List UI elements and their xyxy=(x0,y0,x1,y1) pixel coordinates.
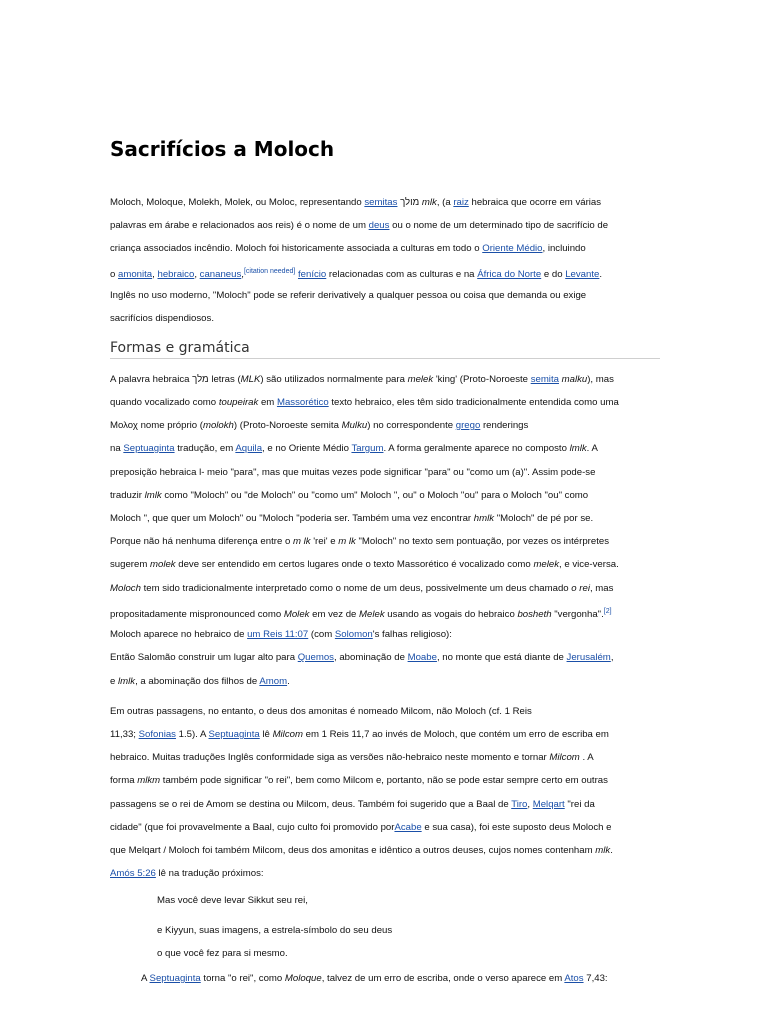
forms-line-5: preposição hebraica l- meio "para", mas que muitas vezes pode significar "para" ou "como um (a)". Assim pode-se xyxy=(110,467,596,478)
intro-line-2: palavras em árabe e relacionados aos reis) é o nome de um deus ou o nome de um determinado tipo de sacrifício de xyxy=(110,220,609,231)
forms-line-9: sugerem molek deve ser entendido em certos lugares onde o texto Massorético é vocalizado como melek, e vice-versa. xyxy=(110,559,619,570)
link-oriente-medio[interactable]: Oriente Médio xyxy=(482,243,543,254)
forms-line-1: A palavra hebraica מלך letras (MLK) são utilizados normalmente para melek 'king' (Proto-Noroeste semita malku), mas xyxy=(110,374,614,385)
other-line-1: Em outras passagens, no entanto, o deus dos amonitas é nomeado Milcom, não Moloch (cf. 1 Reis xyxy=(110,706,532,717)
other-line-6: cidade" (que foi provavelmente a Baal, cujo culto foi promovido porAcabe e sua casa), foi este suposto deus Moloch e xyxy=(110,822,612,833)
link-sofonias[interactable]: Sofonias xyxy=(138,729,176,740)
link-amonita[interactable]: amonita xyxy=(118,269,153,281)
link-acabe[interactable]: Acabe xyxy=(394,822,422,833)
intro-line-6: sacrifícios dispendiosos. xyxy=(110,313,214,324)
forms-line-8: Porque não há nenhuma diferença entre o m lk 'rei' e m lk "Moloch" no texto sem pontuação, por vezes os intérpretes xyxy=(110,536,609,547)
link-atos[interactable]: Atos xyxy=(564,973,584,984)
forms-line-6: traduzir lmlk como "Moloch" ou "de Moloch" ou "como um" Moloch ", ou" o Moloch "ou" para o Moloch "ou" como xyxy=(110,490,589,501)
link-levante[interactable]: Levante xyxy=(565,269,600,281)
forms-line-13: Então Salomão construir um lugar alto para Quemos, abominação de Moabe, no monte que está diante de Jerusalém, xyxy=(110,652,614,663)
forms-line-12: Moloch aparece no hebraico de um Reis 11:07 (com Solomon's falhas religioso): xyxy=(110,629,452,640)
link-septuaginta[interactable]: Septuaginta xyxy=(123,443,175,454)
other-line-8: Amós 5:26 lê na tradução próximos: xyxy=(110,868,264,879)
last-line: A Septuaginta torna "o rei", como Moloque, talvez de um erro de escriba, onde o verso aparece em Atos 7,43: xyxy=(141,973,608,984)
link-solomon[interactable]: Solomon xyxy=(334,629,373,640)
other-line-4: forma mlkm também pode significar "o rei", bem como Milcom e, portanto, não se pode estar sempre certo em outras xyxy=(110,775,608,786)
quote-line-3: o que você fez para si mesmo. xyxy=(157,948,288,959)
quote-line-1: Mas você deve levar Sikkut seu rei, xyxy=(157,895,308,906)
forms-line-7: Moloch ", que quer um Moloch" ou "Moloch "poderia ser. Também uma vez encontrar hmlk "Moloch" de pé por se. xyxy=(110,513,594,524)
forms-line-4: na Septuaginta tradução, em Aquila, e no Oriente Médio Targum. A forma geralmente aparece no composto lmlk. A xyxy=(110,443,598,454)
link-moabe[interactable]: Moabe xyxy=(407,652,437,663)
forms-line-10: Moloch tem sido tradicionalmente interpretado como o nome de um deus, possivelmente um deus chamado o rei, mas xyxy=(110,583,614,594)
link-deus[interactable]: deus xyxy=(368,220,390,231)
other-line-2: 11,33; Sofonias 1.5). A Septuaginta lê Milcom em 1 Reis 11,7 ao invés de Moloch, que contém um erro de escriba em xyxy=(110,729,609,740)
intro-line-3: criança associados incêndio. Moloch foi historicamente associada a culturas em todo o Oriente Médio, incluindo xyxy=(110,243,586,254)
link-fenicio[interactable]: fenício xyxy=(297,269,327,281)
link-jerusalem[interactable]: Jerusalém xyxy=(566,652,611,663)
forms-line-14: e lmlk, a abominação dos filhos de Amom. xyxy=(110,676,290,687)
link-septuaginta-2[interactable]: Septuaginta xyxy=(208,729,260,740)
link-africa-do-norte[interactable]: África do Norte xyxy=(477,269,542,281)
intro-line-1: Moloch, Moloque, Molekh, Molek, ou Moloc, representando semitas מולך mlk, (a raiz hebraica que ocorre em várias xyxy=(110,197,602,208)
link-hebraico[interactable]: hebraico xyxy=(157,269,195,281)
link-um-reis[interactable]: um Reis 11:07 xyxy=(247,629,309,640)
section-heading: Formas e gramática xyxy=(110,340,660,359)
forms-line-3: Μολοχ nome próprio (molokh) (Proto-Noroeste semita Mulku) no correspondente grego renderings xyxy=(110,420,529,431)
link-amos[interactable]: Amós 5:26 xyxy=(110,868,156,879)
link-quemos[interactable]: Quemos xyxy=(297,652,334,663)
link-massoretico[interactable]: Massorético xyxy=(276,397,329,408)
link-semitas[interactable]: semitas xyxy=(364,197,398,208)
quote-line-2: e Kiyyun, suas imagens, a estrela-símbolo do seu deus xyxy=(157,925,393,936)
forms-line-11: propositadamente mispronounced como Molek em vez de Melek usando as vogais do hebraico bosheth "vergonha".[2] xyxy=(110,608,612,621)
other-line-3: hebraico. Muitas traduções Inglês conformidade siga as versões não-hebraico neste momento e tornar Milcom . A xyxy=(110,752,594,763)
intro-line-4: o amonita, hebraico, cananeus,[citation needed] fenício relacionadas com as culturas e na África do Norte e do Levante. xyxy=(110,268,603,281)
link-tiro[interactable]: Tiro xyxy=(511,799,528,810)
citation-needed-superscript[interactable]: [citation needed] xyxy=(243,268,296,275)
intro-line-5: Inglês no uso moderno, "Moloch" pode se referir derivatively a qualquer pessoa ou coisa que demanda ou exige xyxy=(110,290,587,301)
forms-line-2: quando vocalizado como toupeirak em Massorético texto hebraico, eles têm sido tradicionalmente entendida como uma xyxy=(110,397,619,408)
other-line-7: que Melqart / Moloch foi também Milcom, deus dos amonitas e idêntico a outros deuses, cujos nomes contenham mlk. xyxy=(110,845,613,856)
link-aquila[interactable]: Aquila xyxy=(235,443,263,454)
link-raiz[interactable]: raiz xyxy=(453,197,469,208)
link-semita[interactable]: semita xyxy=(530,374,559,385)
link-targum[interactable]: Targum xyxy=(351,443,384,454)
link-melqart[interactable]: Melqart xyxy=(532,799,565,810)
link-amom[interactable]: Amom xyxy=(259,676,288,687)
other-line-5: passagens se o rei de Amom se destina ou Milcom, deus. Também foi sugerido que a Baal de Tiro, Melqart "rei da xyxy=(110,799,595,810)
link-septuaginta-3[interactable]: Septuaginta xyxy=(149,973,201,984)
citation-2-superscript[interactable]: [2] xyxy=(603,608,612,615)
link-grego[interactable]: grego xyxy=(455,420,481,431)
page-title: Sacrifícios a Moloch xyxy=(110,137,335,161)
link-cananeus[interactable]: cananeus xyxy=(199,269,242,281)
